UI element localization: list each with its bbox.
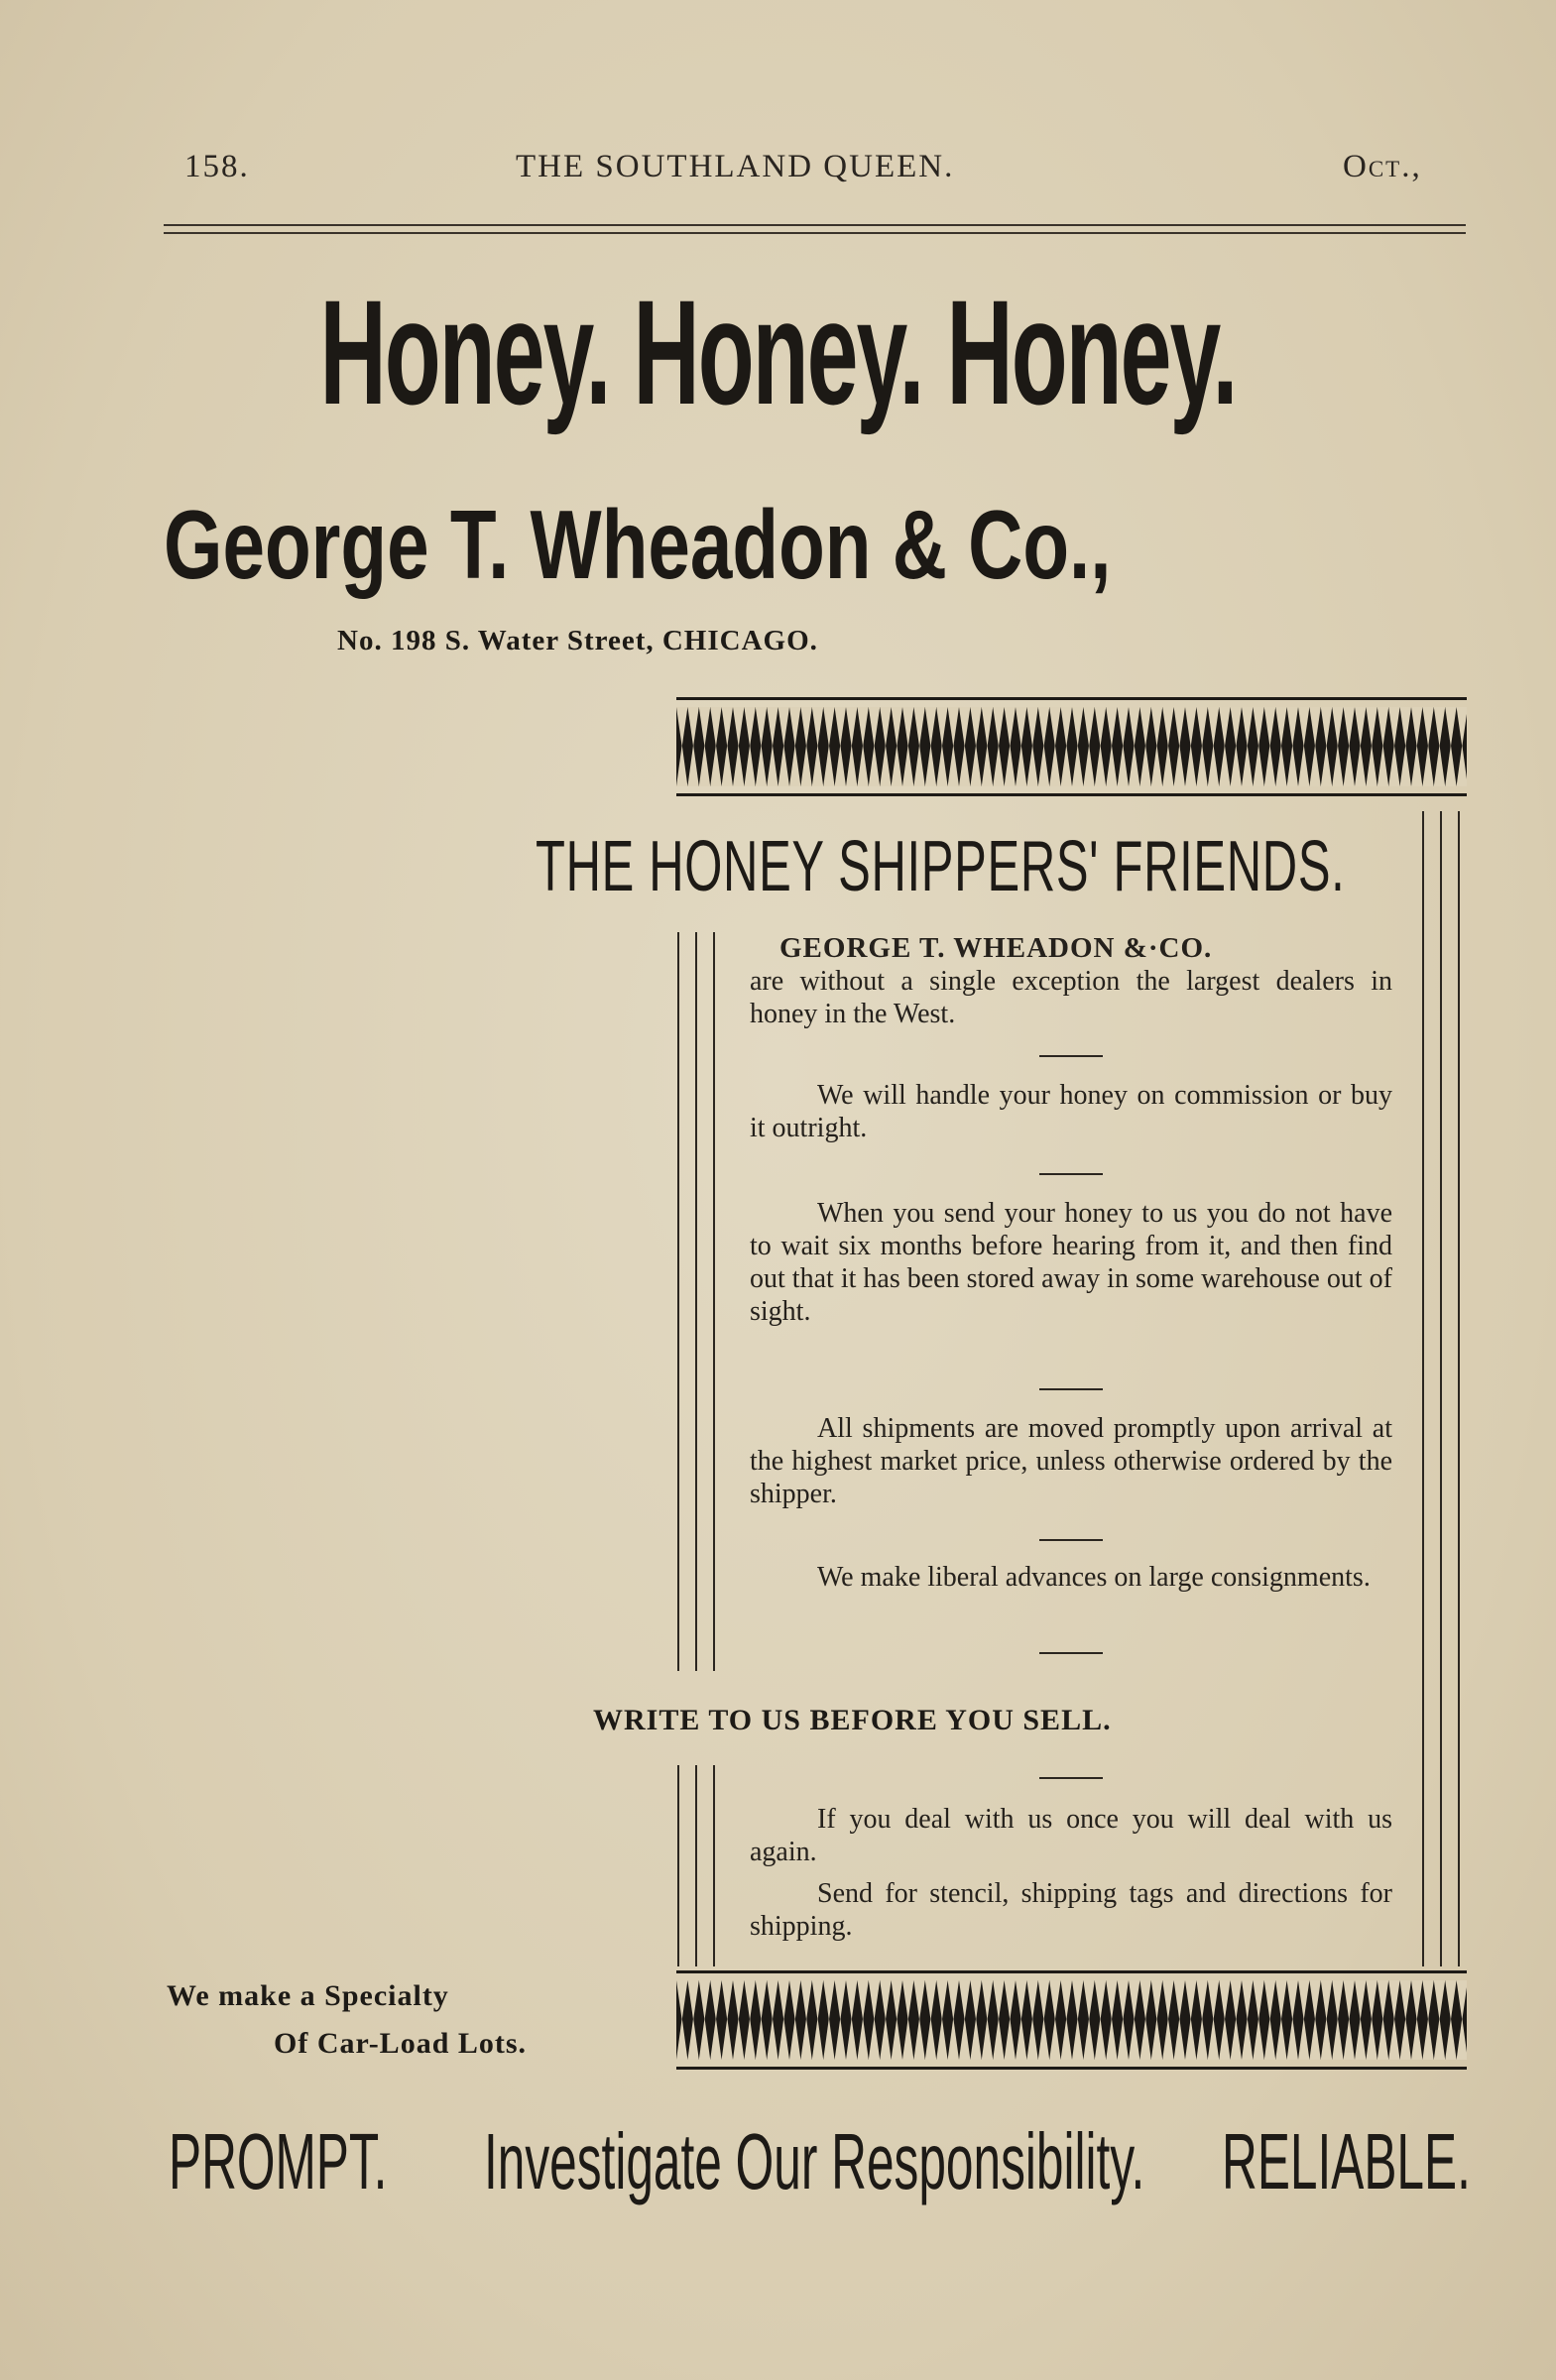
intro-paragraph: are without a single exception the largest dealers in honey in the West. [750,966,1392,1029]
shipments-paragraph: All shipments are moved promptly upon arrival at the highest market price, unless otherwise ordered by the shipper. [750,1413,1392,1509]
separator-2 [1039,1173,1103,1175]
footer-prompt: PROMPT. [169,2117,388,2205]
specialty-line-1: We make a Specialty [167,1979,449,2012]
frame-line-left-6 [713,1765,715,1966]
separator-1 [1039,1055,1103,1057]
wait-paragraph: When you send your honey to us you do not have to wait six months before hearing from it, and then find out that it has been stored away in some warehouse out of sight. [750,1198,1392,1327]
frame-line-left-2 [695,932,697,1671]
header-rule-bottom [164,232,1466,234]
stencil-paragraph: Send for stencil, shipping tags and directions for shipping. [750,1878,1392,1942]
separator-6 [1039,1777,1103,1779]
frame-line-left-1 [677,932,679,1671]
deal-paragraph: If you deal with us once you will deal with us again. [750,1804,1392,1867]
specialty-line-2: Of Car-Load Lots. [274,2027,528,2060]
separator-5 [1039,1652,1103,1654]
frame-line-left-4 [677,1765,679,1966]
decorative-border-top [676,697,1467,796]
company-address: No. 198 S. Water Street, CHICAGO. [337,625,818,656]
box-heading: THE HONEY SHIPPERS' FRIENDS. [536,827,1346,906]
company-name: George T. Wheadon & Co., [164,490,1112,599]
header-rule-top [164,224,1466,226]
footer-investigate: Investigate Our Responsibility. [484,2117,1145,2205]
firm-name-caps: GEORGE T. WHEADON &·CO. [779,932,1213,964]
decorative-border-bottom [676,1970,1467,2070]
frame-line-left-5 [695,1765,697,1966]
page-number: 158. [184,149,250,184]
frame-line-right-2 [1440,811,1442,1966]
journal-title: THE SOUTHLAND QUEEN. [516,149,955,184]
advances-paragraph: We make liberal advances on large consignments. [817,1562,1371,1593]
headline: Honey. Honey. Honey. [319,269,1237,435]
issue-month: Oct., [1343,149,1422,184]
frame-line-left-3 [713,932,715,1671]
frame-line-right-3 [1458,811,1460,1966]
frame-line-right-1 [1422,811,1424,1966]
separator-3 [1039,1388,1103,1390]
separator-4 [1039,1539,1103,1541]
footer-reliable: RELIABLE. [1222,2117,1471,2205]
handle-paragraph: We will handle your honey on commission or buy it outright. [750,1080,1392,1143]
write-to-us-line: WRITE TO US BEFORE YOU SELL. [593,1704,1112,1736]
